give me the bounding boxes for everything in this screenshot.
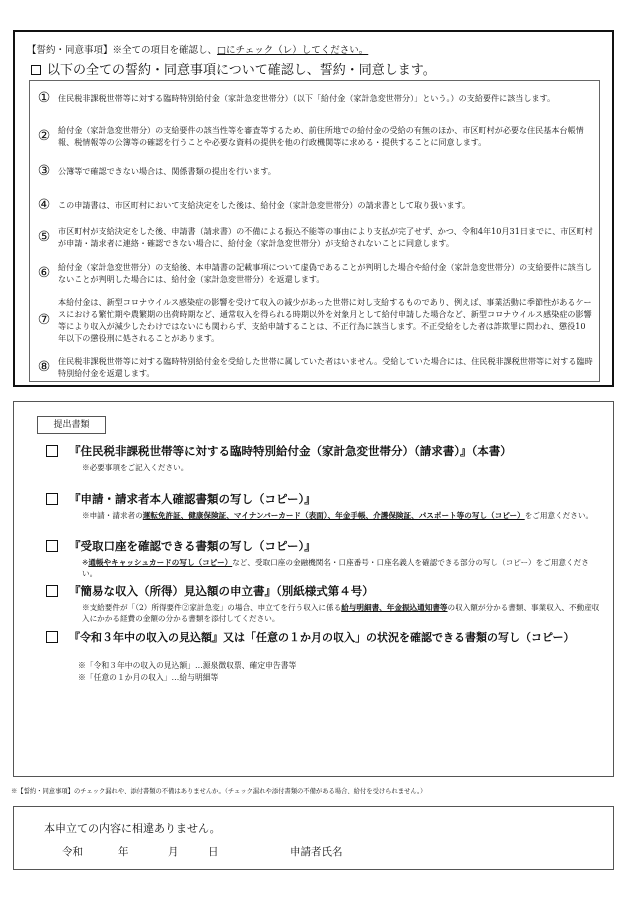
pledge-master-row (31, 59, 436, 78)
pledge-text: この申請書は、市区町村において支給決定をした後は、給付金（家計急変世帯分）の請求書として取り扱います。 (58, 199, 471, 210)
pledge-number: ② (37, 128, 51, 144)
pledge-list (29, 80, 600, 382)
pledge-text: 公簿等で確認できない場合は、関係書類の提出を行います。 (58, 165, 276, 176)
extra-note: ※「令和３年中の収入の見込額」…源泉徴収票、確定申告書等 (78, 661, 297, 670)
document-title: 『申請・請求者本人確認書類の写し（コピー）』 (69, 492, 316, 506)
applicant-name-label: 申請者氏名 (290, 846, 343, 858)
document-extra-notes (78, 660, 296, 684)
pledge-item (30, 115, 599, 157)
document-note: ※支給要件が「（2）所得要件②家計急変」の場合、申立てを行う収入に係る給与明細書、年金振込通知書等の収入額が分かる書類、事業収入、不動産収入にかかる経費の金額の分かる書類を添付してください。 (82, 603, 600, 623)
pledge-text: 本給付金は、新型コロナウイルス感染症の影響を受けて収入の減少があった世帯に対し支給するものであり、例えば、事業活動に季節性があるケースにおける繁忙期や農繁期の出荷時期など、通常収入を得られる時期以外を対象月として給付申請した場合など、新型コロナウイルス感染症の影響等により収入が減少したわけではないにも関わらず、支給申請することは、不正行為に該当します。不正受給をした者は詐欺罪に問われ、懲役10年以下の懲役刑に処されることがあります。 (58, 296, 592, 344)
document-note: ※申請・請求者の運転免許証、健康保険証、マイナンバーカード（表面）、年金手帳、介護保険証、パスポート等の写し（コピー）をご用意ください。 (82, 511, 594, 520)
document-note: ※必要事項をご記入ください。 (82, 463, 189, 472)
pledge-number: ⑦ (37, 312, 51, 328)
document-checkbox[interactable] (46, 585, 58, 597)
document-title: 『受取口座を確認できる書類の写し（コピー）』 (69, 539, 316, 553)
pledge-number: ③ (37, 163, 51, 179)
date-day-label: 日 (208, 846, 219, 858)
pledge-text: 給付金（家計急変世帯分）の支給要件の該当性等を審査等するため、前住所地での給付金の受給の有無のほか、市区町村が必要な住民基本台帳情報、税情報等の公簿等の確認を行うことや必要な資料の提供を他の行政機関等に求める・提供することに同意します。 (58, 124, 584, 147)
pledge-number: ⑥ (37, 265, 51, 281)
pledge-item (30, 258, 599, 288)
document-title: 『簡易な収入（所得）見込額の申立書』（別紙様式第４号） (69, 584, 374, 598)
pledge-item (30, 83, 599, 113)
pledge-header (27, 42, 368, 56)
document-checkbox[interactable] (46, 445, 58, 457)
confirmation-statement: 本申立ての内容に相違ありません。 (44, 822, 221, 835)
pledge-item (30, 217, 599, 257)
pledge-item (30, 353, 599, 381)
check-footnote: ※【誓約・同意事項】のチェック漏れや、添付書類の不備はありませんか。（チェック漏れや添付書類の不備がある場合、給付を受けられません。） (11, 788, 427, 795)
pledge-text: 市区町村が支給決定をした後、申請書（請求書）の不備による振込不能等の事由により支払が完了せず、かつ、令和4年10月31日までに、市区町村が申請・請求者に連絡・確認できない場合に、給付金（家計急変世帯分）が支給されないことに同意します。 (58, 225, 593, 248)
pledge-all-checkbox[interactable] (31, 65, 41, 75)
pledge-text: 住民税非課税世帯等に対する臨時特別給付金（家計急変世帯分）（以下「給付金（家計急変世帯分）」という。）の支給要件に該当します。 (58, 92, 556, 103)
pledge-number: ⑧ (37, 359, 51, 375)
pledge-header-note: ※全ての項目を確認し、 (112, 45, 218, 56)
pledge-number: ④ (37, 197, 51, 213)
pledge-item (30, 288, 599, 352)
pledge-header-title: 【誓約・同意事項】 (27, 45, 113, 56)
pledge-item (30, 195, 599, 215)
pledge-section (13, 30, 614, 387)
document-checkbox[interactable] (46, 493, 58, 505)
document-title: 『住民税非課税世帯等に対する臨時特別給付金（家計急変世帯分）（請求書）』（本書） (69, 444, 512, 458)
document-checkbox[interactable] (46, 540, 58, 552)
pledge-header-instruction: □にチェック（レ）してください。 (217, 45, 369, 56)
pledge-item (30, 161, 599, 181)
pledge-text: 住民税非課税世帯等に対する臨時特別給付金を受給した世帯に属していた者はいません。受給していた場合には、住民税非課税世帯等に対する臨時特別給付金を返還します。 (58, 355, 593, 378)
pledge-number: ⑤ (37, 229, 51, 245)
document-title: 『令和３年中の収入の見込額』又は「任意の１か月の収入」の状況を確認できる書類の写し（コピー） (69, 631, 575, 644)
pledge-number: ① (37, 90, 51, 106)
date-month-label: 月 (168, 846, 179, 858)
document-note: ※通帳やキャッシュカードの写し（コピー）など、受取口座の金融機関名・口座番号・口座名義人を確認できる部分の写し（コピー）をご用意ください。 (82, 558, 589, 578)
date-year-label: 年 (118, 846, 129, 858)
documents-section (13, 401, 614, 777)
documents-label: 提出書類 (37, 416, 106, 434)
extra-note: ※「任意の１か月の収入」…給与明細等 (78, 673, 219, 682)
pledge-master-statement: 以下の全ての誓約・同意事項について確認し、誓約・同意します。 (47, 63, 436, 78)
document-checkbox[interactable] (46, 631, 58, 643)
confirmation-section (13, 806, 614, 870)
date-era: 令和 (62, 846, 83, 858)
pledge-text: 給付金（家計急変世帯分）の支給後、本申請書の記載事項について虚偽であることが判明した場合や給付金（家計急変世帯分）の支給要件に該当しないことが判明した場合には、給付金（家計急変世帯分）を返還します。 (58, 261, 593, 284)
